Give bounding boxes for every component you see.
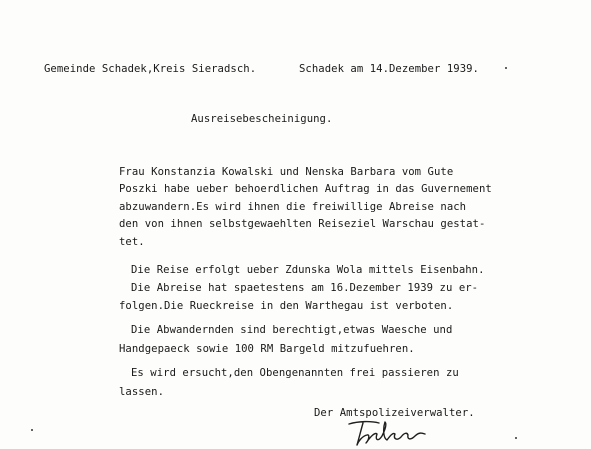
handwritten-signature	[345, 418, 435, 449]
body-line: abzuwandern.Es wird ihnen die freiwillige Abreise nach	[119, 201, 467, 213]
body-line: lassen.	[119, 386, 164, 398]
body-line: tet.	[119, 236, 145, 248]
body-line: Die Abwandernden sind berechtigt,etwas Waesche und	[131, 324, 453, 336]
document-title: Ausreisebescheinigung.	[191, 113, 333, 125]
body-line: den von ihnen selbstgewaehlten Reiseziel Warschau gestat-	[119, 218, 486, 230]
paper-speck	[31, 429, 33, 431]
body-line: Die Abreise hat spaetestens am 16.Dezember 1939 zu er-	[131, 282, 479, 294]
place-date-header: Schadek am 14.Dezember 1939.	[299, 63, 479, 75]
body-line: folgen.Die Rueckreise in den Warthegau ist verboten.	[119, 300, 454, 312]
signatory-title: Der Amtspolizeiverwalter.	[314, 407, 475, 419]
body-line: Poszki habe ueber behoerdlichen Auftrag in das Guvernement	[119, 183, 492, 195]
body-line: Die Reise erfolgt ueber Zdunska Wola mittels Eisenbahn.	[131, 264, 485, 276]
body-line: Es wird ersucht,den Obengenannten frei passieren zu	[131, 367, 459, 379]
body-line: Frau Konstanzia Kowalski und Nenska Barbara vom Gute	[119, 166, 454, 178]
paper-speck	[515, 437, 517, 439]
municipality-header: Gemeinde Schadek,Kreis Sieradsch.	[44, 63, 257, 75]
body-line: Handgepaeck sowie 100 RM Bargeld mitzufuehren.	[119, 343, 415, 355]
paper-speck	[505, 67, 507, 69]
